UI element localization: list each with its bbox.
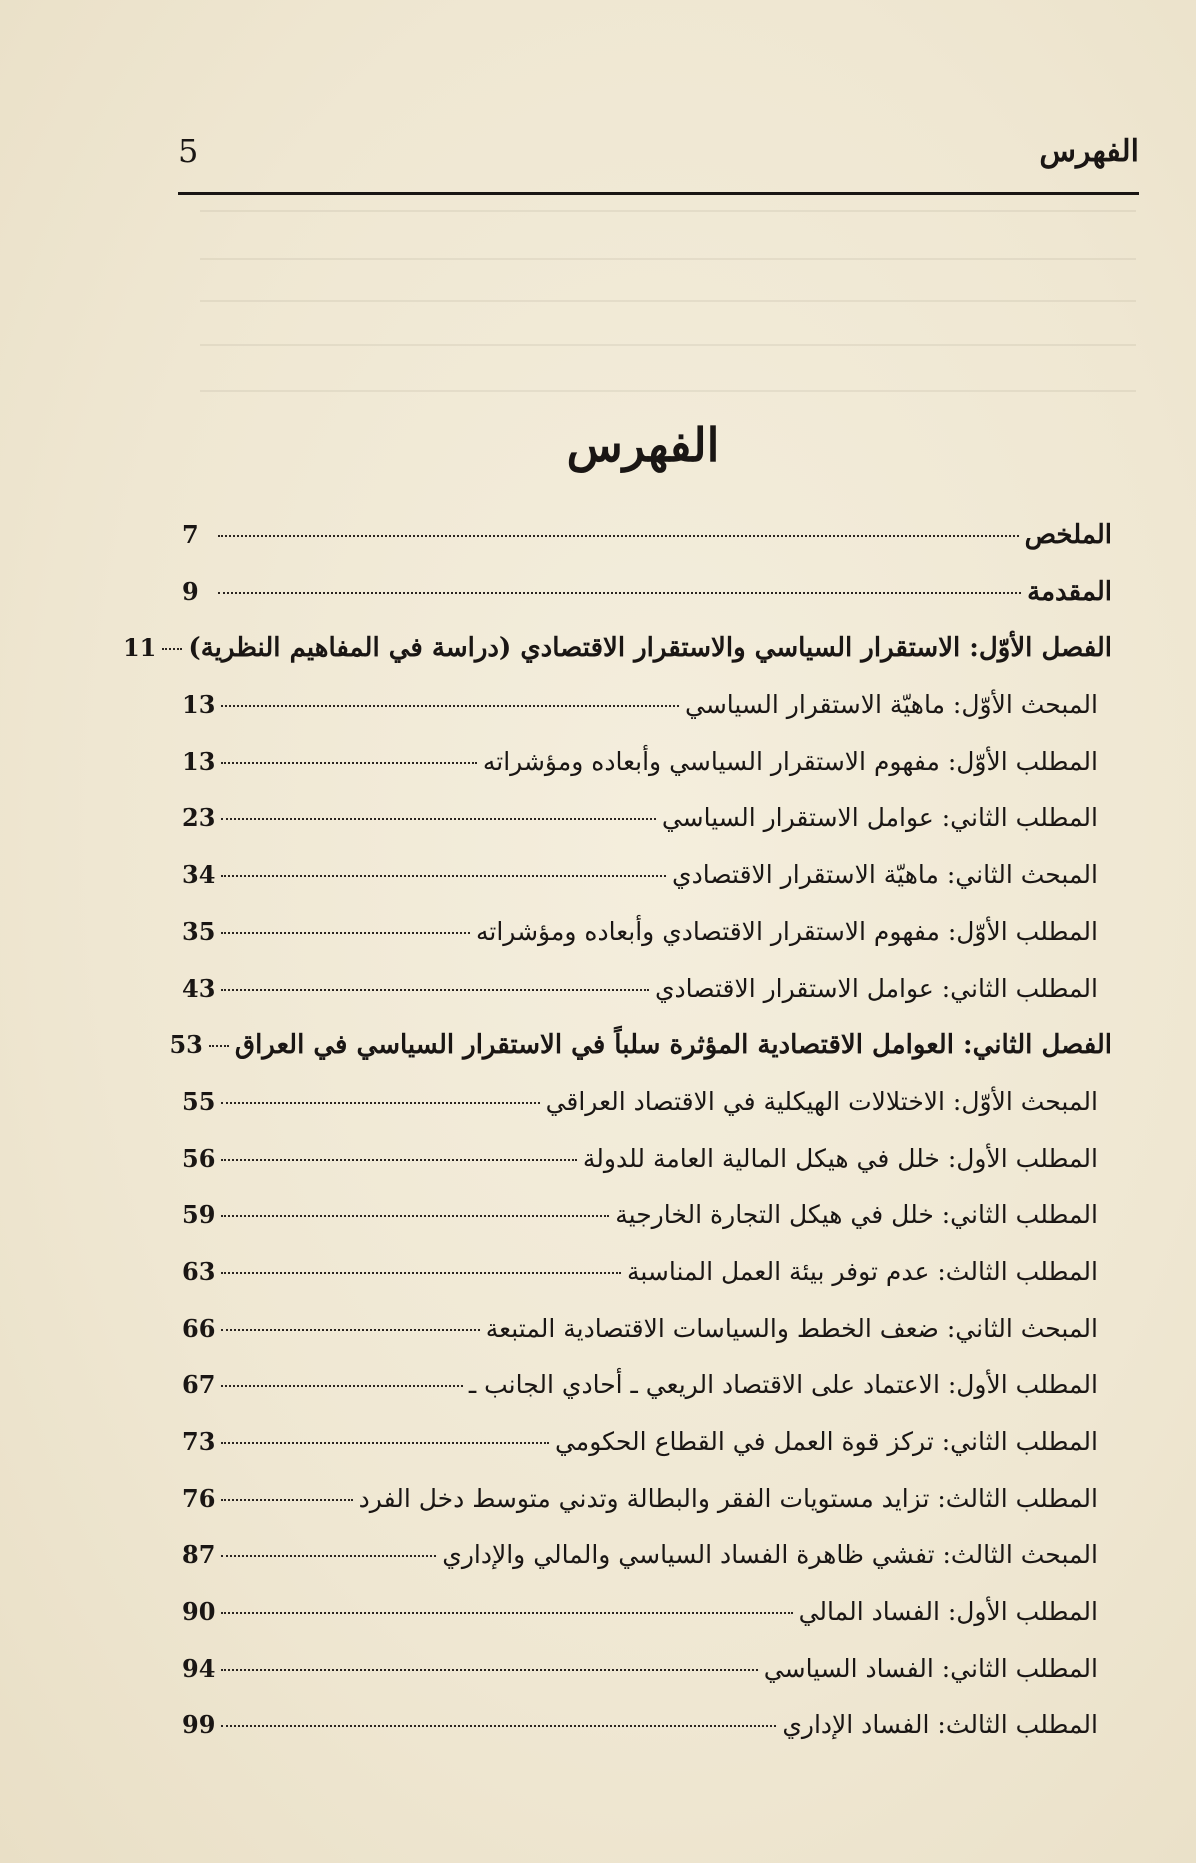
toc-entry-page: 13 — [182, 690, 216, 720]
toc-leader-dots — [221, 1102, 539, 1104]
toc-entry-page: 35 — [182, 916, 216, 946]
toc-leader-dots — [221, 1555, 436, 1557]
toc-entry — [182, 860, 1112, 917]
toc-entry-label: المطلب الأول: الاعتماد على الاقتصاد الريعي ـ أحادي الجانب ـ — [468, 1370, 1098, 1400]
toc-entry-label: المطلب الثاني: تركز قوة العمل في القطاع الحكومي — [554, 1427, 1098, 1456]
toc-leader-dots — [221, 762, 476, 764]
toc-entry — [182, 520, 1112, 577]
toc-entry — [182, 1257, 1112, 1314]
toc-entry-label: الفصل الثاني: العوامل الاقتصادية المؤثرة سلباً في الاستقرار السياسي في العراق — [234, 1030, 1112, 1061]
toc-leader-dots — [221, 1385, 462, 1387]
toc-entry-page: 94 — [182, 1653, 216, 1683]
toc-entry-page: 53 — [169, 1030, 203, 1060]
toc-entry-label: الفصل الأوّل: الاستقرار السياسي والاستقرار الاقتصادي (دراسة في المفاهيم النظرية) — [188, 633, 1112, 664]
toc-entry — [182, 1370, 1112, 1427]
toc-entry-page: 56 — [182, 1143, 216, 1173]
toc-entry — [182, 747, 1112, 804]
toc-entry-page: 87 — [182, 1540, 216, 1570]
toc-leader-dots — [221, 1669, 757, 1671]
toc-leader-dots — [218, 535, 1019, 537]
toc-entry-page: 43 — [182, 973, 216, 1003]
toc-leader-dots — [221, 1442, 549, 1444]
toc-leader-dots — [221, 1725, 776, 1727]
toc-entry-label: المطلب الثالث: تزايد مستويات الفقر والبطالة وتدني متوسط دخل الفرد — [358, 1483, 1098, 1513]
toc-entry-label: المطلب الأوّل: مفهوم الاستقرار السياسي وأبعاده ومؤشراته — [482, 746, 1098, 776]
toc-entry — [182, 690, 1112, 747]
toc-leader-dots — [221, 932, 470, 934]
toc-leader-dots — [218, 592, 1021, 594]
toc-leader-dots — [221, 1499, 352, 1501]
toc-entry — [182, 1200, 1112, 1257]
bleed-through-line — [200, 300, 1136, 302]
toc-entry-label: المطلب الثاني: خلل في هيكل التجارة الخارجية — [615, 1200, 1098, 1230]
toc-entry — [182, 1427, 1112, 1484]
toc-entry-label: المطلب الثاني: الفساد السياسي — [763, 1653, 1098, 1683]
toc-leader-dots — [162, 648, 182, 650]
toc-entry — [182, 1087, 1112, 1144]
toc-entry — [182, 1654, 1112, 1711]
toc-entry-label: المبحث الأوّل: الاختلالات الهيكلية في الاقتصاد العراقي — [545, 1086, 1098, 1116]
toc-entry — [182, 1540, 1112, 1597]
toc-entry — [122, 633, 1112, 690]
toc-entry-page: 11 — [122, 633, 157, 663]
toc-entry-page: 66 — [182, 1313, 216, 1343]
toc-entry-page: 99 — [182, 1710, 216, 1740]
toc-leader-dots — [221, 875, 666, 877]
toc-entry-page: 23 — [182, 803, 216, 833]
toc-entry-page: 34 — [182, 860, 216, 890]
bleed-through-line — [200, 390, 1136, 392]
table-of-contents — [122, 520, 1112, 1767]
toc-leader-dots — [221, 705, 679, 707]
toc-entry-page: 67 — [182, 1370, 216, 1400]
toc-entry-label: المقدمة — [1027, 576, 1112, 607]
bleed-through-line — [200, 344, 1136, 346]
toc-entry-page: 59 — [182, 1200, 216, 1230]
toc-leader-dots — [221, 1272, 621, 1274]
toc-entry-label: المطلب الثالث: الفساد الإداري — [782, 1710, 1098, 1740]
toc-entry — [182, 577, 1112, 634]
toc-entry-page: 63 — [182, 1256, 216, 1286]
toc-entry-label: المبحث الأوّل: ماهيّة الاستقرار السياسي — [684, 690, 1098, 720]
toc-entry-page: 13 — [182, 746, 216, 776]
toc-leader-dots — [221, 1215, 609, 1217]
header-page-number: 5 — [178, 132, 199, 170]
toc-leader-dots — [209, 1045, 229, 1047]
toc-leader-dots — [221, 818, 655, 820]
toc-entry-label: الملخص — [1024, 520, 1112, 550]
toc-entry-page: 73 — [182, 1427, 216, 1456]
toc-entry-page: 55 — [182, 1086, 216, 1116]
toc-entry — [182, 1710, 1112, 1767]
bleed-through-line — [200, 210, 1136, 212]
toc-entry-label: المبحث الثاني: ضعف الخطط والسياسات الاقتصادية المتبعة — [485, 1313, 1098, 1343]
toc-entry — [169, 1030, 1112, 1087]
toc-entry-label: المطلب الثاني: عوامل الاستقرار الاقتصادي — [654, 973, 1098, 1003]
toc-entry-label: المطلب الثالث: عدم توفر بيئة العمل المناسبة — [626, 1256, 1098, 1286]
toc-entry — [182, 917, 1112, 974]
toc-entry — [182, 974, 1112, 1031]
toc-entry-label: المطلب الأول: الفساد المالي — [798, 1597, 1098, 1627]
toc-entry — [182, 1144, 1112, 1201]
toc-entry-label: المبحث الثالث: تفشي ظاهرة الفساد السياسي والمالي والإداري — [442, 1540, 1098, 1570]
toc-entry-page: 9 — [182, 576, 199, 606]
toc-leader-dots — [221, 989, 649, 991]
header-title: الفهرس — [1039, 134, 1139, 169]
page-title: الفهرس — [566, 418, 720, 472]
toc-entry — [182, 803, 1112, 860]
toc-entry-page: 7 — [182, 520, 199, 549]
toc-entry — [182, 1484, 1112, 1541]
running-header — [178, 130, 1139, 195]
toc-entry-page: 76 — [182, 1483, 216, 1513]
toc-leader-dots — [221, 1612, 792, 1614]
toc-entry-label: المطلب الأول: خلل في هيكل المالية العامة للدولة — [582, 1143, 1098, 1173]
bleed-through-line — [200, 258, 1136, 260]
toc-entry-label: المطلب الثاني: عوامل الاستقرار السياسي — [661, 803, 1098, 833]
toc-leader-dots — [221, 1329, 479, 1331]
toc-entry — [182, 1597, 1112, 1654]
toc-entry — [182, 1314, 1112, 1371]
toc-entry-label: المطلب الأوّل: مفهوم الاستقرار الاقتصادي وأبعاده ومؤشراته — [475, 916, 1098, 946]
toc-entry-page: 90 — [182, 1597, 216, 1627]
toc-leader-dots — [221, 1159, 576, 1161]
toc-entry-label: المبحث الثاني: ماهيّة الاستقرار الاقتصادي — [672, 860, 1098, 890]
